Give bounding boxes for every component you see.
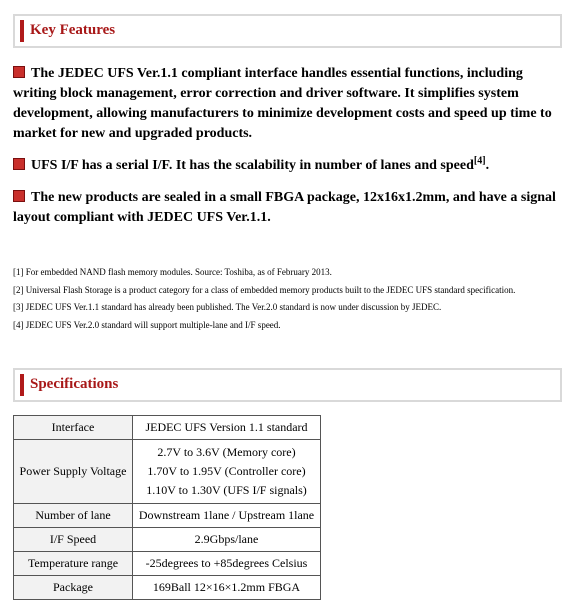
red-square-bullet-icon (13, 190, 25, 202)
spec-label-if-speed: I/F Speed (14, 528, 133, 552)
feature-item-1 (13, 64, 568, 144)
spec-value-package: 169Ball 12×16×1.2mm FBGA (133, 576, 321, 600)
spec-value-if-speed: 2.9Gbps/lane (133, 528, 321, 552)
spec-label-temperature: Temperature range (14, 552, 133, 576)
feature-text-2-tail: . (485, 158, 490, 173)
footnote-2: [2] Universal Flash Storage is a product category for a class of embedded memory products built to the JEDEC UFS standard specification. (13, 284, 516, 295)
feature-item-3 (13, 188, 568, 228)
specifications-table (13, 415, 321, 600)
specifications-title: Specifications (30, 376, 119, 392)
specifications-header (13, 368, 562, 402)
spec-value-lanes: Downstream 1lane / Upstream 1lane (133, 504, 321, 528)
key-features-header (13, 14, 562, 48)
table-row (14, 504, 321, 528)
feature-text-1: The JEDEC UFS Ver.1.1 compliant interface handles essential functions, including writing block management, error correction and driver software. It simplifies system development, allowing manufacturers to minimize development costs and speed up time to market for new and upgraded products. (13, 66, 552, 141)
header-accent-bar (20, 374, 24, 396)
footnotes (13, 264, 553, 334)
spec-label-lanes: Number of lane (14, 504, 133, 528)
red-square-bullet-icon (13, 66, 25, 78)
spec-value-power-supply (133, 440, 321, 504)
key-features-title: Key Features (30, 22, 116, 38)
footnote-1: [1] For embedded NAND flash memory modules. Source: Toshiba, as of February 2013. (13, 267, 332, 277)
spec-label-interface: Interface (14, 416, 133, 440)
power-ufs-if: 1.10V to 1.30V (UFS I/F signals) (146, 483, 307, 497)
power-controller-core: 1.70V to 1.95V (Controller core) (147, 464, 306, 478)
feature-text-2: UFS I/F has a serial I/F. It has the scalability in number of lanes and speed (31, 158, 474, 173)
table-row (14, 576, 321, 600)
spec-value-temperature: -25degrees to +85degrees Celsius (133, 552, 321, 576)
power-memory-core: 2.7V to 3.6V (Memory core) (157, 445, 296, 459)
table-row (14, 440, 321, 504)
footnote-ref-4: [4] (473, 155, 486, 167)
spec-label-package: Package (14, 576, 133, 600)
header-accent-bar (20, 20, 24, 42)
footnote-4: [4] JEDEC UFS Ver.2.0 standard will support multiple-lane and I/F speed. (13, 319, 281, 330)
table-row (14, 416, 321, 440)
table-row (14, 528, 321, 552)
spec-label-power-supply: Power Supply Voltage (14, 440, 133, 504)
table-row (14, 552, 321, 576)
spec-value-interface: JEDEC UFS Version 1.1 standard (133, 416, 321, 440)
red-square-bullet-icon (13, 158, 25, 170)
feature-item-2 (13, 156, 568, 176)
footnote-3: [3] JEDEC UFS Ver.1.1 standard has already been published. The Ver.2.0 standard is now under discussion by JEDEC. (13, 302, 442, 312)
feature-text-3: The new products are sealed in a small FBGA package, 12x16x1.2mm, and have a signal layout compliant with JEDEC UFS Ver.1.1. (13, 190, 556, 225)
